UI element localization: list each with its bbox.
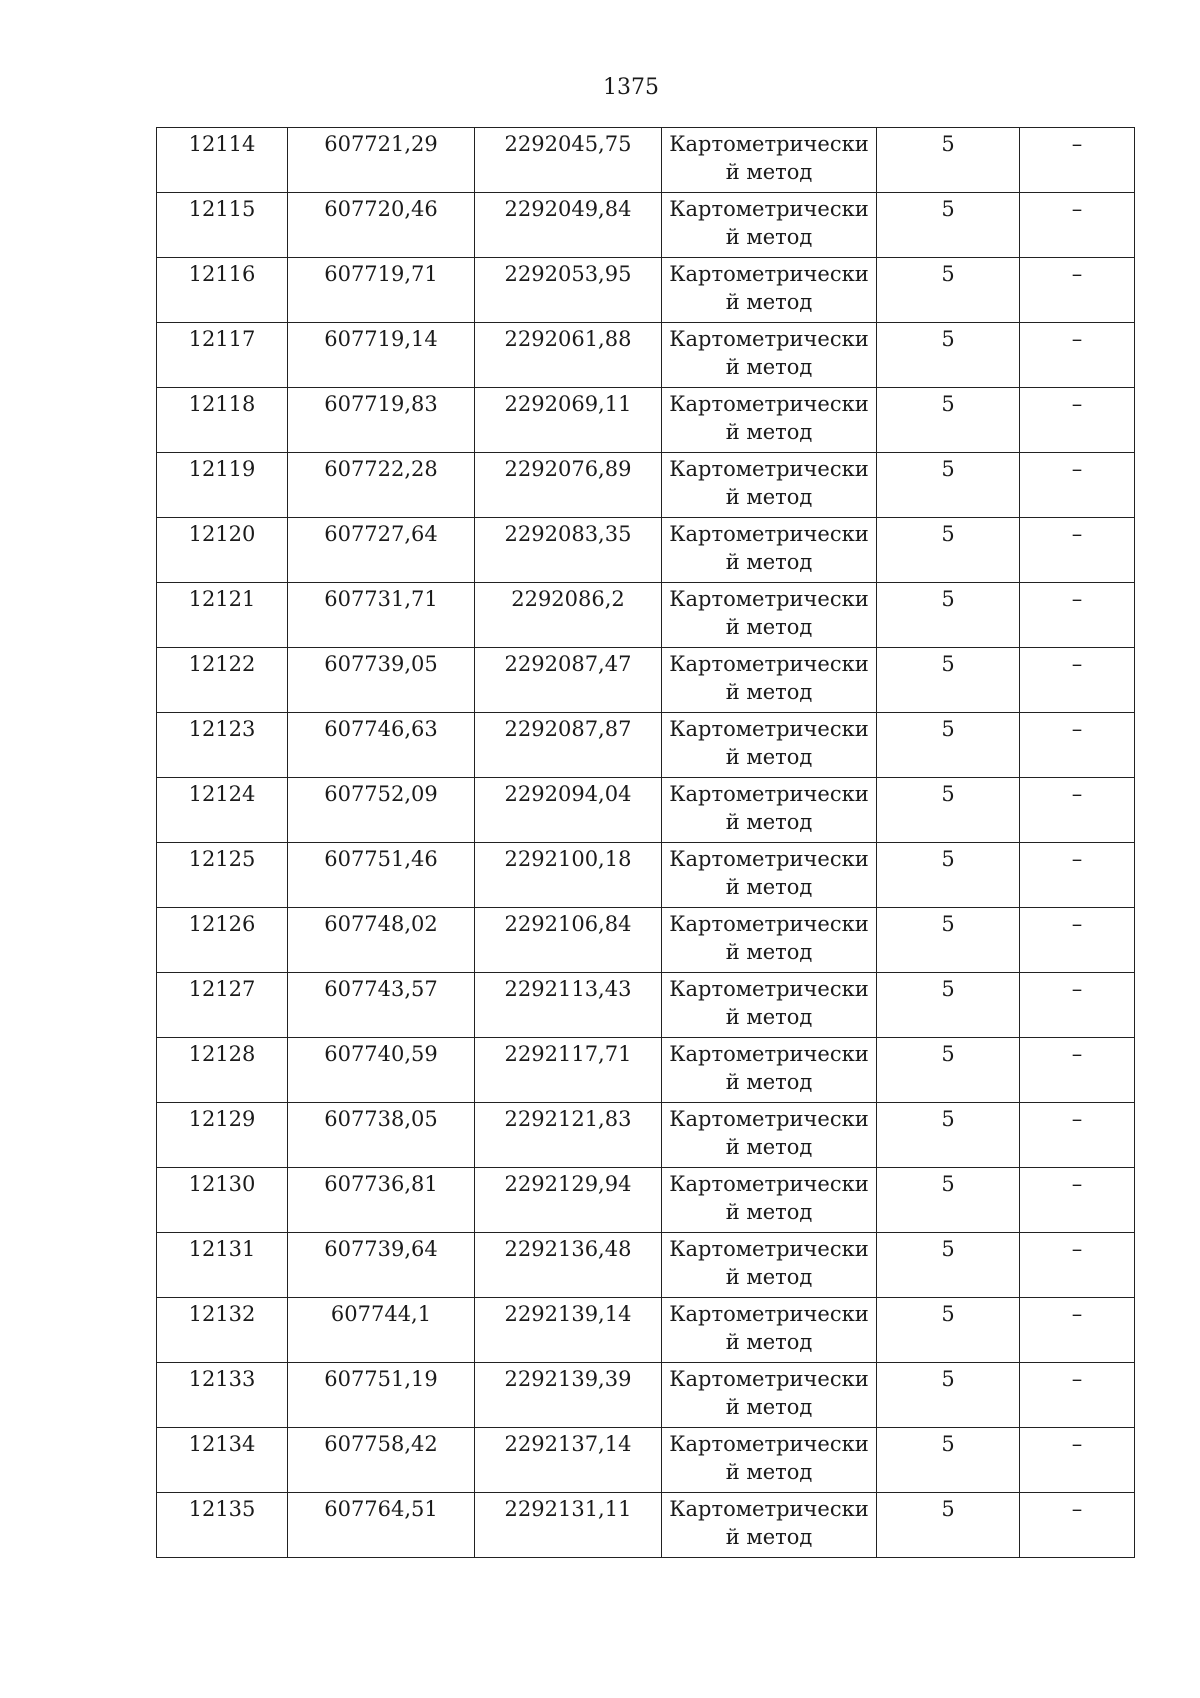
- accuracy-cell: 5: [877, 843, 1020, 908]
- y-coordinate-cell: 2292139,14: [475, 1298, 662, 1363]
- point-number-cell: 12123: [157, 713, 288, 778]
- x-coordinate-cell: 607752,09: [288, 778, 475, 843]
- y-coordinate-cell: 2292117,71: [475, 1038, 662, 1103]
- accuracy-cell: 5: [877, 1428, 1020, 1493]
- point-number-cell: 12135: [157, 1493, 288, 1558]
- x-coordinate-cell: 607751,46: [288, 843, 475, 908]
- table-row: [157, 518, 1135, 583]
- x-coordinate-cell: 607746,63: [288, 713, 475, 778]
- y-coordinate-cell: 2292053,95: [475, 258, 662, 323]
- method-cell: Картометрически й метод: [662, 1298, 877, 1363]
- accuracy-cell: 5: [877, 1298, 1020, 1363]
- y-coordinate-cell: 2292076,89: [475, 453, 662, 518]
- point-number-cell: 12132: [157, 1298, 288, 1363]
- point-number-cell: 12134: [157, 1428, 288, 1493]
- x-coordinate-cell: 607719,71: [288, 258, 475, 323]
- note-cell: –: [1020, 1168, 1135, 1233]
- table-row: [157, 1428, 1135, 1493]
- method-cell: Картометрически й метод: [662, 648, 877, 713]
- note-cell: –: [1020, 648, 1135, 713]
- point-number-cell: 12127: [157, 973, 288, 1038]
- method-cell: Картометрически й метод: [662, 778, 877, 843]
- table-row: [157, 1493, 1135, 1558]
- x-coordinate-cell: 607739,05: [288, 648, 475, 713]
- method-cell: Картометрически й метод: [662, 843, 877, 908]
- note-cell: –: [1020, 453, 1135, 518]
- method-cell: Картометрически й метод: [662, 453, 877, 518]
- point-number-cell: 12117: [157, 323, 288, 388]
- table-row: [157, 193, 1135, 258]
- point-number-cell: 12126: [157, 908, 288, 973]
- point-number-cell: 12115: [157, 193, 288, 258]
- y-coordinate-cell: 2292086,2: [475, 583, 662, 648]
- method-cell: Картометрически й метод: [662, 583, 877, 648]
- y-coordinate-cell: 2292069,11: [475, 388, 662, 453]
- x-coordinate-cell: 607738,05: [288, 1103, 475, 1168]
- note-cell: –: [1020, 1233, 1135, 1298]
- point-number-cell: 12131: [157, 1233, 288, 1298]
- accuracy-cell: 5: [877, 583, 1020, 648]
- y-coordinate-cell: 2292045,75: [475, 128, 662, 193]
- method-cell: Картометрически й метод: [662, 128, 877, 193]
- method-cell: Картометрически й метод: [662, 1233, 877, 1298]
- x-coordinate-cell: 607748,02: [288, 908, 475, 973]
- y-coordinate-cell: 2292049,84: [475, 193, 662, 258]
- accuracy-cell: 5: [877, 973, 1020, 1038]
- table-row: [157, 1103, 1135, 1168]
- table-row: [157, 713, 1135, 778]
- method-cell: Картометрически й метод: [662, 1103, 877, 1168]
- x-coordinate-cell: 607758,42: [288, 1428, 475, 1493]
- table-row: [157, 388, 1135, 453]
- y-coordinate-cell: 2292113,43: [475, 973, 662, 1038]
- y-coordinate-cell: 2292100,18: [475, 843, 662, 908]
- x-coordinate-cell: 607736,81: [288, 1168, 475, 1233]
- method-cell: Картометрически й метод: [662, 1428, 877, 1493]
- point-number-cell: 12121: [157, 583, 288, 648]
- method-cell: Картометрически й метод: [662, 258, 877, 323]
- x-coordinate-cell: 607719,14: [288, 323, 475, 388]
- note-cell: –: [1020, 843, 1135, 908]
- x-coordinate-cell: 607720,46: [288, 193, 475, 258]
- accuracy-cell: 5: [877, 388, 1020, 453]
- note-cell: –: [1020, 1103, 1135, 1168]
- point-number-cell: 12130: [157, 1168, 288, 1233]
- point-number-cell: 12119: [157, 453, 288, 518]
- note-cell: –: [1020, 973, 1135, 1038]
- note-cell: –: [1020, 323, 1135, 388]
- table-row: [157, 973, 1135, 1038]
- x-coordinate-cell: 607743,57: [288, 973, 475, 1038]
- table-row: [157, 1233, 1135, 1298]
- accuracy-cell: 5: [877, 648, 1020, 713]
- y-coordinate-cell: 2292121,83: [475, 1103, 662, 1168]
- table-row: [157, 258, 1135, 323]
- point-number-cell: 12129: [157, 1103, 288, 1168]
- y-coordinate-cell: 2292106,84: [475, 908, 662, 973]
- table-row: [157, 128, 1135, 193]
- y-coordinate-cell: 2292061,88: [475, 323, 662, 388]
- note-cell: –: [1020, 1298, 1135, 1363]
- point-number-cell: 12124: [157, 778, 288, 843]
- y-coordinate-cell: 2292087,87: [475, 713, 662, 778]
- x-coordinate-cell: 607722,28: [288, 453, 475, 518]
- accuracy-cell: 5: [877, 1103, 1020, 1168]
- point-number-cell: 12128: [157, 1038, 288, 1103]
- table-row: [157, 583, 1135, 648]
- table-row: [157, 648, 1135, 713]
- y-coordinate-cell: 2292083,35: [475, 518, 662, 583]
- table-row: [157, 323, 1135, 388]
- point-number-cell: 12116: [157, 258, 288, 323]
- accuracy-cell: 5: [877, 128, 1020, 193]
- method-cell: Картометрически й метод: [662, 1493, 877, 1558]
- point-number-cell: 12114: [157, 128, 288, 193]
- y-coordinate-cell: 2292129,94: [475, 1168, 662, 1233]
- table-row: [157, 1298, 1135, 1363]
- note-cell: –: [1020, 128, 1135, 193]
- y-coordinate-cell: 2292087,47: [475, 648, 662, 713]
- method-cell: Картометрически й метод: [662, 1168, 877, 1233]
- accuracy-cell: 5: [877, 258, 1020, 323]
- table-row: [157, 843, 1135, 908]
- method-cell: Картометрически й метод: [662, 1038, 877, 1103]
- table-row: [157, 1363, 1135, 1428]
- accuracy-cell: 5: [877, 518, 1020, 583]
- method-cell: Картометрически й метод: [662, 973, 877, 1038]
- note-cell: –: [1020, 583, 1135, 648]
- point-number-cell: 12122: [157, 648, 288, 713]
- point-number-cell: 12133: [157, 1363, 288, 1428]
- method-cell: Картометрически й метод: [662, 1363, 877, 1428]
- point-number-cell: 12118: [157, 388, 288, 453]
- x-coordinate-cell: 607731,71: [288, 583, 475, 648]
- note-cell: –: [1020, 388, 1135, 453]
- y-coordinate-cell: 2292131,11: [475, 1493, 662, 1558]
- accuracy-cell: 5: [877, 908, 1020, 973]
- method-cell: Картометрически й метод: [662, 388, 877, 453]
- accuracy-cell: 5: [877, 1233, 1020, 1298]
- page-number: 1375: [603, 75, 659, 100]
- y-coordinate-cell: 2292139,39: [475, 1363, 662, 1428]
- accuracy-cell: 5: [877, 1363, 1020, 1428]
- accuracy-cell: 5: [877, 1493, 1020, 1558]
- accuracy-cell: 5: [877, 713, 1020, 778]
- x-coordinate-cell: 607727,64: [288, 518, 475, 583]
- method-cell: Картометрически й метод: [662, 193, 877, 258]
- accuracy-cell: 5: [877, 193, 1020, 258]
- y-coordinate-cell: 2292136,48: [475, 1233, 662, 1298]
- note-cell: –: [1020, 1428, 1135, 1493]
- x-coordinate-cell: 607740,59: [288, 1038, 475, 1103]
- table-body: [157, 128, 1135, 1558]
- point-number-cell: 12120: [157, 518, 288, 583]
- coordinates-table: [156, 127, 1135, 1558]
- point-number-cell: 12125: [157, 843, 288, 908]
- note-cell: –: [1020, 258, 1135, 323]
- method-cell: Картометрически й метод: [662, 323, 877, 388]
- x-coordinate-cell: 607739,64: [288, 1233, 475, 1298]
- table-row: [157, 453, 1135, 518]
- accuracy-cell: 5: [877, 323, 1020, 388]
- method-cell: Картометрически й метод: [662, 518, 877, 583]
- note-cell: –: [1020, 1363, 1135, 1428]
- method-cell: Картометрически й метод: [662, 713, 877, 778]
- note-cell: –: [1020, 518, 1135, 583]
- x-coordinate-cell: 607719,83: [288, 388, 475, 453]
- method-cell: Картометрически й метод: [662, 908, 877, 973]
- note-cell: –: [1020, 193, 1135, 258]
- accuracy-cell: 5: [877, 1038, 1020, 1103]
- note-cell: –: [1020, 908, 1135, 973]
- x-coordinate-cell: 607744,1: [288, 1298, 475, 1363]
- table-row: [157, 1038, 1135, 1103]
- table-row: [157, 908, 1135, 973]
- accuracy-cell: 5: [877, 778, 1020, 843]
- x-coordinate-cell: 607751,19: [288, 1363, 475, 1428]
- note-cell: –: [1020, 1038, 1135, 1103]
- x-coordinate-cell: 607721,29: [288, 128, 475, 193]
- x-coordinate-cell: 607764,51: [288, 1493, 475, 1558]
- note-cell: –: [1020, 778, 1135, 843]
- table-row: [157, 1168, 1135, 1233]
- note-cell: –: [1020, 1493, 1135, 1558]
- accuracy-cell: 5: [877, 1168, 1020, 1233]
- note-cell: –: [1020, 713, 1135, 778]
- accuracy-cell: 5: [877, 453, 1020, 518]
- table-row: [157, 778, 1135, 843]
- y-coordinate-cell: 2292094,04: [475, 778, 662, 843]
- y-coordinate-cell: 2292137,14: [475, 1428, 662, 1493]
